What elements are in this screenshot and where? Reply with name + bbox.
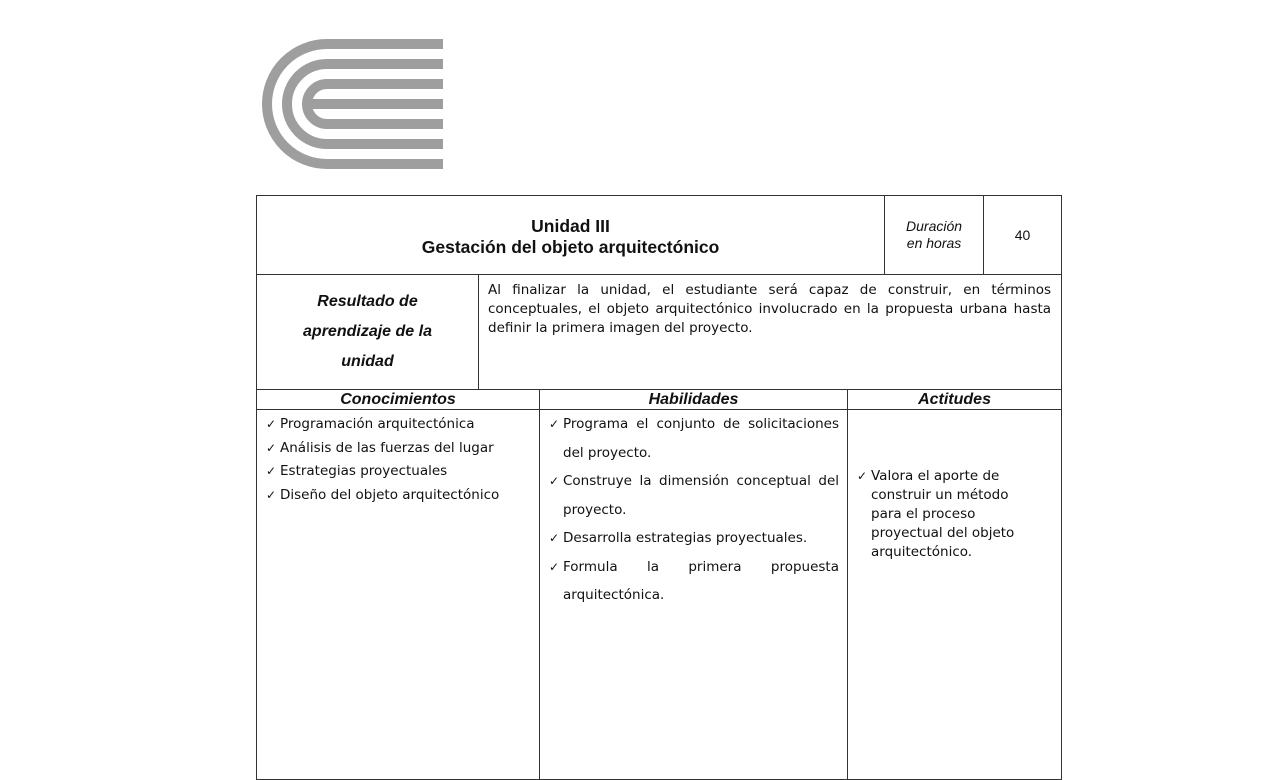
- list-item-text: Construye la dimensión conceptual del proyecto.: [563, 473, 839, 518]
- continental-c-logo-icon: [255, 36, 445, 172]
- header-conocimientos: Conocimientos: [257, 390, 540, 410]
- actitudes-list: [850, 467, 1043, 562]
- result-label: [257, 275, 479, 390]
- list-item: [542, 467, 839, 524]
- check-icon: ✓: [266, 440, 277, 455]
- duration-label-line1: Duración: [906, 218, 963, 234]
- list-item: [542, 410, 839, 467]
- unit-table: [256, 195, 1062, 780]
- list-item-text: Análisis de las fuerzas del lugar: [280, 439, 494, 456]
- unit-title: Unidad III: [531, 216, 610, 236]
- unit-subtitle: Gestación del objeto arquitectónico: [421, 237, 720, 257]
- list-item-text: Estrategias proyectuales: [280, 463, 448, 479]
- check-icon: ✓: [549, 417, 560, 431]
- result-label-line1: Resultado de: [317, 293, 418, 310]
- list-item-text: Programa el conjunto de solicitaciones del proyecto.: [563, 416, 839, 461]
- header-actitudes: Actitudes: [848, 390, 1062, 410]
- unit-title-cell: [257, 196, 885, 275]
- duration-label-line2: en horas: [906, 235, 962, 251]
- check-icon: ✓: [857, 469, 868, 483]
- habilidades-list: [542, 410, 839, 610]
- list-item-text: Desarrolla estrategias proyectuales.: [563, 530, 808, 546]
- header-habilidades: Habilidades: [540, 390, 848, 410]
- check-icon: ✓: [266, 417, 277, 431]
- list-item-text: Diseño del objeto arquitectónico: [280, 486, 500, 503]
- check-icon: ✓: [549, 531, 560, 545]
- habilidades-cell: [540, 410, 848, 780]
- list-item: [259, 481, 531, 510]
- actitudes-cell: [848, 410, 1062, 780]
- check-icon: ✓: [266, 487, 277, 502]
- duration-value: 40: [984, 196, 1062, 275]
- duration-label: [885, 196, 984, 275]
- list-item: [850, 467, 1043, 562]
- result-text: Al finalizar la unidad, el estudiante será capaz de construir, en términos conceptuales, el objeto arquitectónico involucrado en la propuesta urbana hasta definir la primera imagen del proyecto.: [479, 275, 1062, 390]
- list-item: [542, 524, 839, 553]
- list-item-text: Formula la primera propuesta arquitectónica.: [563, 558, 839, 603]
- result-label-line2: aprendizaje de la: [303, 323, 432, 340]
- university-logo: [255, 36, 445, 172]
- conocimientos-cell: [257, 410, 540, 780]
- result-label-line3: unidad: [341, 353, 394, 370]
- list-item-text: Valora el aporte de construir un método para el proceso proyectual del objeto arquitectónico.: [871, 468, 1015, 560]
- list-item-text: Programación arquitectónica: [280, 416, 475, 432]
- check-icon: ✓: [549, 559, 560, 574]
- check-icon: ✓: [266, 464, 277, 478]
- check-icon: ✓: [549, 474, 560, 488]
- list-item: [542, 553, 839, 610]
- conocimientos-list: [259, 410, 531, 509]
